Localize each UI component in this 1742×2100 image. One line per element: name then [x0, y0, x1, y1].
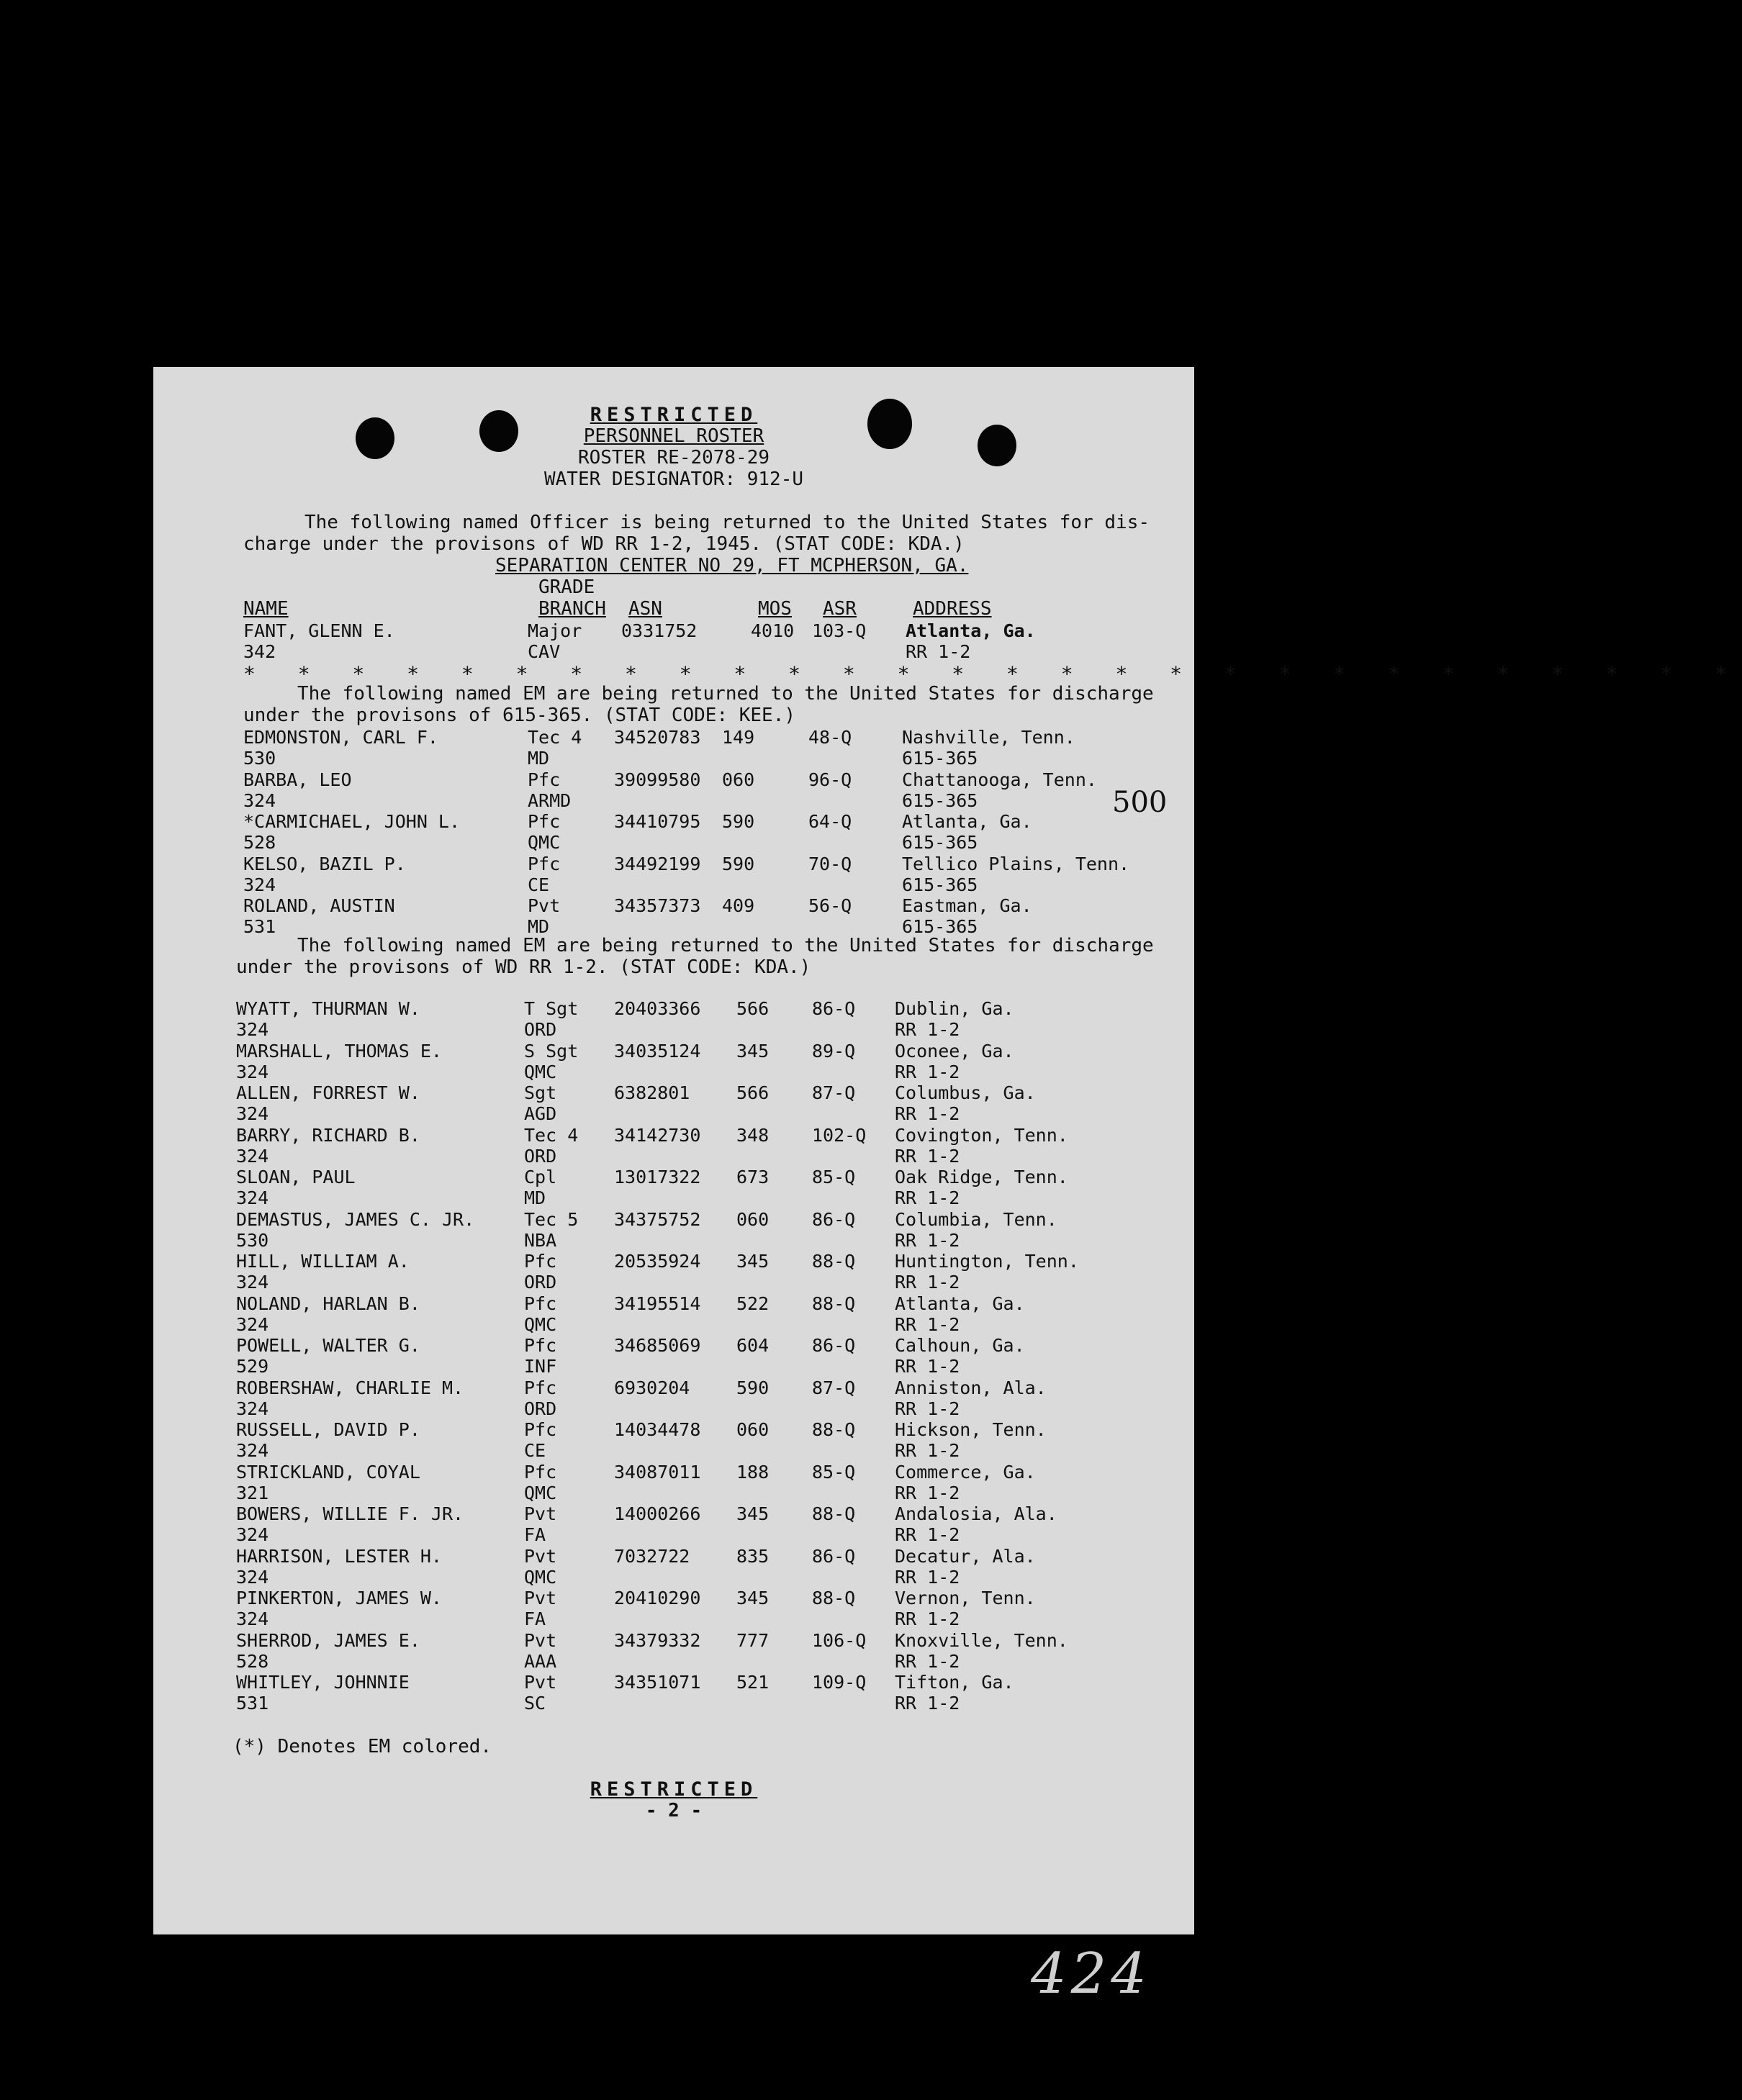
entry-name: RUSSELL, DAVID P. [236, 1419, 420, 1440]
entry-asr: 89-Q [812, 1040, 856, 1062]
entry-asn: 34492199 [614, 853, 701, 874]
entry-auth: RR 1-2 [895, 1650, 960, 1672]
entry-code: 324 [236, 1566, 269, 1588]
entry-code: 324 [236, 1272, 269, 1293]
entry-asr: 88-Q [812, 1251, 856, 1272]
entry-name: WYATT, THURMAN W. [236, 998, 420, 1019]
entry-grade: Pfc [528, 853, 561, 874]
entry-asr: 96-Q [808, 769, 852, 790]
entry-asr: 85-Q [812, 1167, 856, 1187]
entry-asn: 34379332 [614, 1629, 701, 1651]
entry-grade: Pfc [524, 1461, 557, 1483]
separator-stars: * * * * * * * * * * * * * * * * * * * * * * * * * * * * [243, 662, 1742, 686]
restricted-footer: RESTRICTED [590, 1778, 758, 1801]
entry-asr: 64-Q [808, 811, 852, 832]
entry-name: SHERROD, JAMES E. [236, 1629, 420, 1651]
page-number: - 2 - [645, 1800, 703, 1821]
entry-asn: 34520783 [614, 727, 701, 748]
roster-row [153, 1125, 1194, 1167]
entry-mos: 345 [736, 1588, 770, 1608]
entry-branch: ORD [524, 1145, 557, 1167]
roster-row [153, 811, 1194, 853]
entry-code: 324 [236, 1313, 269, 1335]
entry-address: Eastman, Ga. [902, 895, 1032, 916]
entry-grade: Pvt [524, 1629, 557, 1651]
entry-code: 342 [243, 641, 276, 662]
entry-grade: Pfc [524, 1419, 557, 1440]
entry-branch: FA [524, 1524, 546, 1545]
entry-mos: 777 [736, 1629, 770, 1651]
entry-mos: 522 [736, 1293, 770, 1314]
roster-row [153, 1588, 1194, 1629]
entry-code: 530 [236, 1229, 269, 1251]
entry-name: FANT, GLENN E. [243, 620, 395, 641]
entry-name: ALLEN, FORREST W. [236, 1082, 420, 1103]
entry-name: DEMASTUS, JAMES C. JR. [236, 1208, 475, 1230]
entry-auth: RR 1-2 [895, 1019, 960, 1040]
entry-auth: RR 1-2 [895, 1608, 960, 1629]
entry-auth: RR 1-2 [895, 1061, 960, 1082]
entry-address: Calhoun, Ga. [895, 1335, 1025, 1356]
entry-name: EDMONSTON, CARL F. [243, 727, 438, 748]
roster-row [153, 1630, 1194, 1672]
entry-code: 324 [236, 1061, 269, 1082]
restricted-header: RESTRICTED [590, 404, 758, 426]
entry-name: ROBERSHAW, CHARLIE M. [236, 1377, 464, 1398]
entry-asr: 87-Q [812, 1082, 856, 1103]
entry-asn: 14000266 [614, 1503, 701, 1524]
entry-code: 324 [243, 789, 276, 811]
entry-asn: 20535924 [614, 1251, 701, 1272]
column-header-branch: BRANCH [538, 598, 606, 620]
entry-mos: 604 [736, 1335, 770, 1356]
column-header-mos: MOS [758, 598, 792, 620]
entry-grade: Tec 4 [524, 1124, 579, 1146]
entry-branch: CAV [528, 641, 561, 662]
entry-code: 531 [243, 916, 276, 937]
entry-asr: 88-Q [812, 1588, 856, 1608]
roster-row [153, 1082, 1194, 1124]
entry-auth: 615-365 [902, 832, 978, 853]
entry-asn: 34195514 [614, 1293, 701, 1314]
entry-branch: NBA [524, 1229, 557, 1251]
entry-auth: RR 1-2 [906, 641, 971, 662]
entry-code: 528 [243, 832, 276, 853]
entry-asn: 6930204 [614, 1377, 690, 1398]
entry-branch: QMC [524, 1566, 557, 1588]
roster-row [153, 854, 1194, 895]
entry-asn: 34087011 [614, 1461, 701, 1483]
entry-grade: Pfc [524, 1251, 557, 1272]
entry-address: Anniston, Ala. [895, 1377, 1047, 1398]
officer-intro-line1: The following named Officer is being returned to the United States for dis- [304, 512, 1150, 533]
entry-address: Huntington, Tenn. [895, 1251, 1079, 1272]
roster-title: PERSONNEL ROSTER [583, 425, 764, 447]
entry-address: Tellico Plains, Tenn. [902, 853, 1130, 874]
entry-grade: Tec 5 [524, 1208, 579, 1230]
entry-asr: 86-Q [812, 1208, 856, 1230]
entry-name: NOLAND, HARLAN B. [236, 1293, 420, 1314]
entry-branch: ARMD [528, 789, 572, 811]
entry-auth: 615-365 [902, 789, 978, 811]
entry-auth: RR 1-2 [895, 1482, 960, 1503]
entry-branch: MD [528, 748, 550, 769]
entry-code: 324 [236, 1524, 269, 1545]
entry-auth: RR 1-2 [895, 1272, 960, 1293]
entry-address: Chattanooga, Tenn. [902, 769, 1097, 790]
officer-intro-line2: charge under the provisons of WD RR 1-2, 1945. (STAT CODE: KDA.) [243, 533, 965, 555]
entry-grade: Sgt [524, 1082, 557, 1103]
column-header-asn: ASN [628, 598, 662, 620]
separation-center: SEPARATION CENTER NO 29, FT MCPHERSON, GA. [495, 555, 969, 576]
entry-asr: 56-Q [808, 895, 852, 916]
entry-mos: 060 [736, 1208, 770, 1230]
entry-auth: 615-365 [902, 748, 978, 769]
entry-address: Vernon, Tenn. [895, 1588, 1036, 1608]
entry-asn: 34410795 [614, 811, 701, 832]
entry-asn: 34351071 [614, 1672, 701, 1693]
entry-asn: 34035124 [614, 1040, 701, 1062]
entry-mos: 590 [722, 853, 755, 874]
roster-row [153, 727, 1194, 769]
entry-asr: 88-Q [812, 1503, 856, 1524]
entry-asn: 34375752 [614, 1208, 701, 1230]
entry-asr: 102-Q [812, 1124, 867, 1146]
entry-asn: 39099580 [614, 769, 701, 790]
entry-asr: 86-Q [812, 998, 856, 1019]
entry-grade: T Sgt [524, 998, 579, 1019]
column-header-name: NAME [243, 598, 289, 620]
entry-name: HILL, WILLIAM A. [236, 1251, 410, 1272]
water-designator: WATER DESIGNATOR: 912-U [543, 469, 804, 490]
entry-code: 324 [236, 1187, 269, 1208]
column-header-grade: GRADE [538, 576, 595, 598]
entry-branch: ORD [524, 1019, 557, 1040]
group2-intro-line2: under the provisons of WD RR 1-2. (STAT CODE: KDA.) [236, 956, 811, 978]
entry-address: Knoxville, Tenn. [895, 1629, 1068, 1651]
entry-grade: Cpl [524, 1167, 557, 1187]
entry-asr: 103-Q [812, 620, 867, 641]
entry-branch: AGD [524, 1103, 557, 1124]
entry-mos: 590 [736, 1377, 770, 1398]
roster-row [153, 1209, 1194, 1251]
entry-grade: Pfc [528, 811, 561, 832]
entry-asn: 34685069 [614, 1335, 701, 1356]
entry-code: 324 [236, 1398, 269, 1419]
entry-branch: CE [528, 874, 550, 895]
entry-mos: 188 [736, 1461, 770, 1483]
entry-code: 324 [236, 1103, 269, 1124]
entry-code: 321 [236, 1482, 269, 1503]
entry-auth: RR 1-2 [895, 1566, 960, 1588]
entry-name: ROLAND, AUSTIN [243, 895, 395, 916]
entry-address: Commerce, Ga. [895, 1461, 1036, 1483]
roster-row [153, 1546, 1194, 1588]
entry-grade: Pfc [528, 769, 561, 790]
entry-grade: Pvt [524, 1503, 557, 1524]
roster-row [153, 1293, 1194, 1335]
entry-name: KELSO, BAZIL P. [243, 853, 406, 874]
roster-row [153, 1672, 1194, 1714]
entry-address: Oconee, Ga. [895, 1040, 1014, 1062]
roster-row [153, 1251, 1194, 1293]
entry-auth: RR 1-2 [895, 1187, 960, 1208]
entry-name: PINKERTON, JAMES W. [236, 1588, 442, 1608]
roster-row [153, 1503, 1194, 1545]
entry-branch: MD [524, 1187, 546, 1208]
entry-mos: 566 [736, 998, 770, 1019]
entry-auth: 615-365 [902, 916, 978, 937]
entry-asn: 7032722 [614, 1545, 690, 1567]
entry-grade: Tec 4 [528, 727, 582, 748]
entry-grade: Major [528, 620, 582, 641]
entry-grade: Pvt [528, 895, 561, 916]
entry-code: 324 [236, 1608, 269, 1629]
entry-mos: 409 [722, 895, 755, 916]
entry-auth: RR 1-2 [895, 1693, 960, 1714]
roster-row [153, 1419, 1194, 1461]
entry-grade: S Sgt [524, 1040, 579, 1062]
entry-asr: 86-Q [812, 1545, 856, 1567]
entry-address: Atlanta, Ga. [906, 620, 1036, 641]
entry-mos: 149 [722, 727, 755, 748]
entry-address: Hickson, Tenn. [895, 1419, 1047, 1440]
entry-code: 531 [236, 1693, 269, 1714]
entry-grade: Pvt [524, 1588, 557, 1608]
entry-grade: Pfc [524, 1377, 557, 1398]
column-header-asr: ASR [823, 598, 857, 620]
entry-asr: 88-Q [812, 1293, 856, 1314]
entry-branch: INF [524, 1356, 557, 1377]
entry-auth: RR 1-2 [895, 1398, 960, 1419]
entry-address: Atlanta, Ga. [895, 1293, 1025, 1314]
entry-asr: 88-Q [812, 1419, 856, 1440]
entry-code: 324 [243, 874, 276, 895]
entry-mos: 521 [736, 1672, 770, 1693]
entry-mos: 590 [722, 811, 755, 832]
roster-row [153, 1041, 1194, 1082]
entry-asn: 0331752 [621, 620, 698, 641]
column-header-address: ADDRESS [913, 598, 992, 620]
entry-mos: 345 [736, 1503, 770, 1524]
entry-mos: 4010 [751, 620, 795, 641]
entry-grade: Pfc [524, 1335, 557, 1356]
entry-auth: RR 1-2 [895, 1313, 960, 1335]
entry-address: Columbia, Tenn. [895, 1208, 1057, 1230]
entry-asr: 86-Q [812, 1335, 856, 1356]
roster-row [153, 769, 1194, 811]
entry-branch: QMC [528, 832, 561, 853]
entry-code: 528 [236, 1650, 269, 1672]
entry-branch: QMC [524, 1061, 557, 1082]
entry-address: Decatur, Ala. [895, 1545, 1036, 1567]
group2-intro-line1: The following named EM are being returned to the United States for discharge [297, 935, 1154, 956]
entry-grade: Pfc [524, 1293, 557, 1314]
entry-address: Columbus, Ga. [895, 1082, 1036, 1103]
entry-address: Oak Ridge, Tenn. [895, 1167, 1068, 1187]
entry-address: Atlanta, Ga. [902, 811, 1032, 832]
entry-asn: 34357373 [614, 895, 701, 916]
entry-address: Dublin, Ga. [895, 998, 1014, 1019]
entry-code: 529 [236, 1356, 269, 1377]
entry-mos: 345 [736, 1251, 770, 1272]
entry-asr: 85-Q [812, 1461, 856, 1483]
document-page [153, 367, 1742, 1934]
entry-branch: CE [524, 1440, 546, 1461]
entry-branch: QMC [524, 1482, 557, 1503]
officer-row [153, 620, 1194, 662]
entry-name: STRICKLAND, COYAL [236, 1461, 420, 1483]
entry-asn: 34142730 [614, 1124, 701, 1146]
entry-name: HARRISON, LESTER H. [236, 1545, 442, 1567]
entry-branch: AAA [524, 1650, 557, 1672]
handwritten-page-number: 424 [1031, 1942, 1151, 2006]
entry-address: Andalosia, Ala. [895, 1503, 1057, 1524]
entry-asn: 6382801 [614, 1082, 690, 1103]
entry-name: BARBA, LEO [243, 769, 352, 790]
entry-asr: 109-Q [812, 1672, 867, 1693]
footnote: (*) Denotes EM colored. [233, 1736, 492, 1757]
entry-name: BARRY, RICHARD B. [236, 1124, 420, 1146]
roster-row [153, 895, 1194, 937]
entry-asr: 87-Q [812, 1377, 856, 1398]
entry-mos: 348 [736, 1124, 770, 1146]
roster-row [153, 998, 1194, 1040]
entry-branch: ORD [524, 1398, 557, 1419]
entry-branch: ORD [524, 1272, 557, 1293]
entry-mos: 345 [736, 1040, 770, 1062]
entry-address: Covington, Tenn. [895, 1124, 1068, 1146]
entry-auth: 615-365 [902, 874, 978, 895]
entry-name: BOWERS, WILLIE F. JR. [236, 1503, 464, 1524]
group1-intro-line2: under the provisons of 615-365. (STAT CODE: KEE.) [243, 705, 796, 726]
entry-asn: 13017322 [614, 1167, 701, 1187]
entry-code: 324 [236, 1440, 269, 1461]
group1-intro-line1: The following named EM are being returned to the United States for discharge [297, 683, 1154, 705]
roster-number: ROSTER RE-2078-29 [577, 447, 770, 469]
entry-auth: RR 1-2 [895, 1103, 960, 1124]
entry-asn: 14034478 [614, 1419, 701, 1440]
entry-auth: RR 1-2 [895, 1229, 960, 1251]
entry-name: *CARMICHAEL, JOHN L. [243, 811, 461, 832]
entry-code: 324 [236, 1019, 269, 1040]
roster-row [153, 1167, 1194, 1208]
entry-grade: Pvt [524, 1545, 557, 1567]
entry-code: 530 [243, 748, 276, 769]
entry-auth: RR 1-2 [895, 1524, 960, 1545]
entry-auth: RR 1-2 [895, 1356, 960, 1377]
entry-branch: SC [524, 1693, 546, 1714]
entry-mos: 673 [736, 1167, 770, 1187]
entry-name: MARSHALL, THOMAS E. [236, 1040, 442, 1062]
entry-asr: 48-Q [808, 727, 852, 748]
entry-name: SLOAN, PAUL [236, 1167, 356, 1187]
entry-branch: MD [528, 916, 550, 937]
roster-row [153, 1462, 1194, 1503]
entry-address: Nashville, Tenn. [902, 727, 1075, 748]
entry-branch: QMC [524, 1313, 557, 1335]
entry-code: 324 [236, 1145, 269, 1167]
entry-grade: Pvt [524, 1672, 557, 1693]
entry-address: Tifton, Ga. [895, 1672, 1014, 1693]
entry-auth: RR 1-2 [895, 1440, 960, 1461]
entry-name: WHITLEY, JOHNNIE [236, 1672, 410, 1693]
entry-asr: 70-Q [808, 853, 852, 874]
entry-auth: RR 1-2 [895, 1145, 960, 1167]
entry-asr: 106-Q [812, 1629, 867, 1651]
stamp-number: 500 [1112, 786, 1168, 819]
entry-mos: 060 [722, 769, 755, 790]
entry-name: POWELL, WALTER G. [236, 1335, 420, 1356]
entry-asn: 20403366 [614, 998, 701, 1019]
entry-mos: 060 [736, 1419, 770, 1440]
entry-mos: 566 [736, 1082, 770, 1103]
roster-row [153, 1335, 1194, 1377]
roster-row [153, 1377, 1194, 1419]
entry-branch: FA [524, 1608, 546, 1629]
entry-mos: 835 [736, 1545, 770, 1567]
entry-asn: 20410290 [614, 1588, 701, 1608]
